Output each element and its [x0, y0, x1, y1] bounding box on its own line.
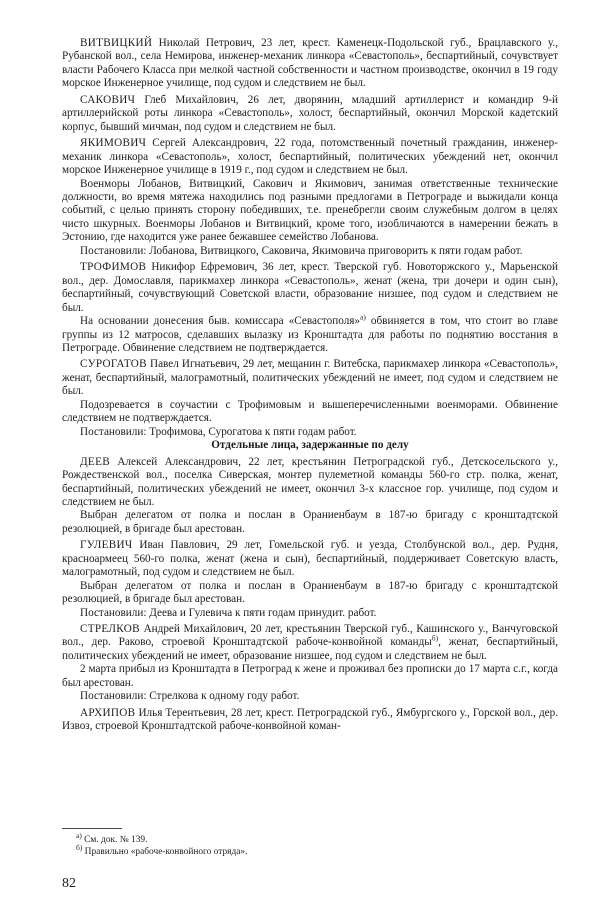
paragraph-text: Постановили: Лобанова, Витвицкого, Саковича, Якимовича приговорить к пяти годам работ.: [80, 244, 523, 257]
paragraph-text: Иван Павлович, 29 лет, Гомельской губ. и уезда, Столбунской вол., дер. Рудня, красноармеец 560-го полка, женат (жена и сын), беспартийный, поддерживает Советскую власть, малограмотный, под судом и следствием не был.: [62, 539, 558, 579]
paragraph: [62, 623, 558, 663]
paragraph-text: Выбран делегатом от полка и послан в Ораниенбаум в 187-ю бригаду с кронштадтской резолюцией, в бригаде был арестован.: [62, 509, 558, 535]
footnote-mark: б): [431, 633, 439, 643]
paragraph: [62, 37, 558, 91]
paragraph-text: Никифор Ефремович, 36 лет, крест. Тверской губ. Новоторжского у., Марьенской вол., дер. Домославля, парикмахер линкора «Севастополь», женат (жена, три дочери и один сын), беспартийный, сочувствующий Советской власти, образование низшее, под судом и следствием не был.: [62, 261, 558, 314]
footnote-text: См. док. № 139.: [81, 835, 148, 845]
paragraph: [62, 312, 558, 355]
paragraph: [62, 707, 558, 734]
paragraph-block-2: [62, 456, 558, 734]
person-surname: ГУЛЕВИЧ: [80, 539, 133, 552]
paragraph-text: Илья Терентьевич, 28 лет, крест. Петроградской губ., Ямбургского у., Горской вол., дер. Извоз, строевой Кронштадтской рабоче-конвойной коман-: [62, 706, 558, 733]
paragraph-text: Глеб Михайлович, 26 лет, дворянин, младший артиллерист и командир 9-й артиллерийской роты линкора «Севастополь», холост, беспартийный, окончил Морской кадетский корпус, бывший мичман, под судом и следствием не был.: [62, 93, 558, 133]
paragraph-text: На основании донесения быв. комиссара «Севастополя»: [80, 315, 361, 328]
paragraph: [62, 426, 558, 439]
paragraph: [62, 399, 558, 426]
person-surname: ТРОФИМОВ: [80, 261, 147, 274]
footnote: [62, 842, 558, 858]
person-surname: СТРЕЛКОВ: [80, 623, 140, 636]
paragraph: [62, 539, 558, 579]
section-title: Отдельные лица, задержанные по делу: [211, 439, 409, 452]
paragraph-text: Постановили: Трофимова, Сурогатова к пяти годам работ.: [80, 425, 357, 438]
paragraph: [62, 94, 558, 134]
footnote-text: Правильно «рабоче-конвойного отряда».: [82, 847, 248, 857]
paragraph-text: Андрей Михайлович, 20 лет, крестьянин Тверской губ., Кашинского у., Ванчуговской вол., дер. Раково, строевой Кронштадтской рабоче-конвойной команды: [62, 623, 558, 649]
paragraph-text: Выбран делегатом от полка и послан в Ораниенбаум в 187-ю бригаду с кронштадтской резолюцией, в бригаде был арестован.: [62, 579, 558, 606]
paragraph-text: Павел Игнатьевич, 29 лет, мещанин г. Витебска, парикмахер линкора «Севастополь», женат, беспартийный, малограмотный, политических убеждений не имеет, под судом и следствием не был.: [62, 358, 558, 398]
person-surname: ДЕЕВ: [80, 455, 110, 468]
footnote-mark: а): [76, 830, 82, 840]
paragraph-text: Военморы Лобанов, Витвицкий, Сакович и Якимович, занимая ответственные технические должности, во время мятежа находились под разными предлогами в Петрограде и выжидали конца событий, с целью принять сторону победивших, т.е. пренебрегли своим служебным долгом в целях чисто шкурных. Военморы Лобанов и Витвицкий, кроме того, изобличаются в намерении бежать в Эстонию, где находится уже ранее бежавшее семейство Лобанова.: [62, 177, 558, 244]
paragraph-text: Постановили: Деева и Гулевича к пяти годам принудит. работ.: [80, 606, 377, 619]
paragraph-block-1: [62, 37, 558, 439]
footnote: [62, 830, 558, 846]
paragraph: [62, 509, 558, 536]
person-surname: ЯКИМОВИЧ: [80, 137, 147, 150]
paragraph: [62, 580, 558, 607]
paragraph-text: Николай Петрович, 23 лет, крест. Каменецк-Подольской губ., Брацлавского у., Рубанской вол., села Немирова, инженер-механик линкора «Севастополь», беспартийный, сочувствует власти Рабочего Класса при мелкой частной собственности и частном производстве, окончил в 19 году морское Инженерное училище, под судом и следствием не был.: [62, 37, 558, 90]
paragraph-text: Постановили: Стрелкова к одному году работ.: [80, 690, 300, 703]
paragraph-text-cont: , женат, беспартийный, политических убеждений не имеет, образование низшее, под судом и следствием не был.: [62, 636, 558, 662]
person-surname: ВИТВИЦКИЙ: [80, 37, 153, 49]
paragraph-text-cont: обвиняется в том, что стоит во главе группы из 12 матросов, сделавших вылазку из Кронштадта для работы по поднятию восстания в Петрограде. Обвинение следствием не подтверждается.: [62, 315, 558, 354]
footnote-mark: б): [76, 842, 83, 852]
footnotes: [62, 830, 558, 858]
person-surname: АРХИПОВ: [80, 706, 136, 719]
person-surname: САКОВИЧ: [80, 93, 136, 106]
paragraph: [62, 358, 558, 398]
paragraph: [62, 178, 558, 245]
paragraph: [62, 690, 558, 703]
paragraph-text: Подозревается в соучастии с Трофимовым и вышеперечисленными военморами. Обвинение следствием не подтверждается.: [62, 398, 558, 425]
paragraph: [62, 137, 558, 177]
paragraph-text: Алексей Александрович, 22 лет, крестьянин Петроградской губ., Детскосельского у., Рождественской вол., поселка Сиверская, монтер пулеметной команды 560-го стр. полка, женат, беспартийный, политических убеждений не имеет, окончил 3-х классное гор. училище, под судом и следствием не был.: [62, 455, 558, 508]
paragraph: [62, 261, 558, 315]
paragraph-text: Сергей Александрович, 22 года, потомственный почетный гражданин, инженер-механик линкора «Севастополь», холост, беспартийный, политических убеждений нет, окончил морское Инженерное училище в 1919 г., под судом и следствием не был.: [62, 137, 558, 177]
paragraph: [62, 245, 558, 258]
paragraph-text: 2 марта прибыл из Кронштадта в Петроград к жене и проживал без прописки до 17 марта с.г., когда был арестован.: [62, 663, 558, 689]
footnote-mark: а): [360, 312, 366, 322]
footnote-divider: [62, 828, 122, 829]
page-body: [62, 34, 558, 734]
paragraph: [62, 663, 558, 690]
paragraph: [62, 456, 558, 510]
paragraph: [62, 607, 558, 620]
person-surname: СУРОГАТОВ: [80, 358, 147, 371]
page-number: 82: [62, 876, 76, 891]
